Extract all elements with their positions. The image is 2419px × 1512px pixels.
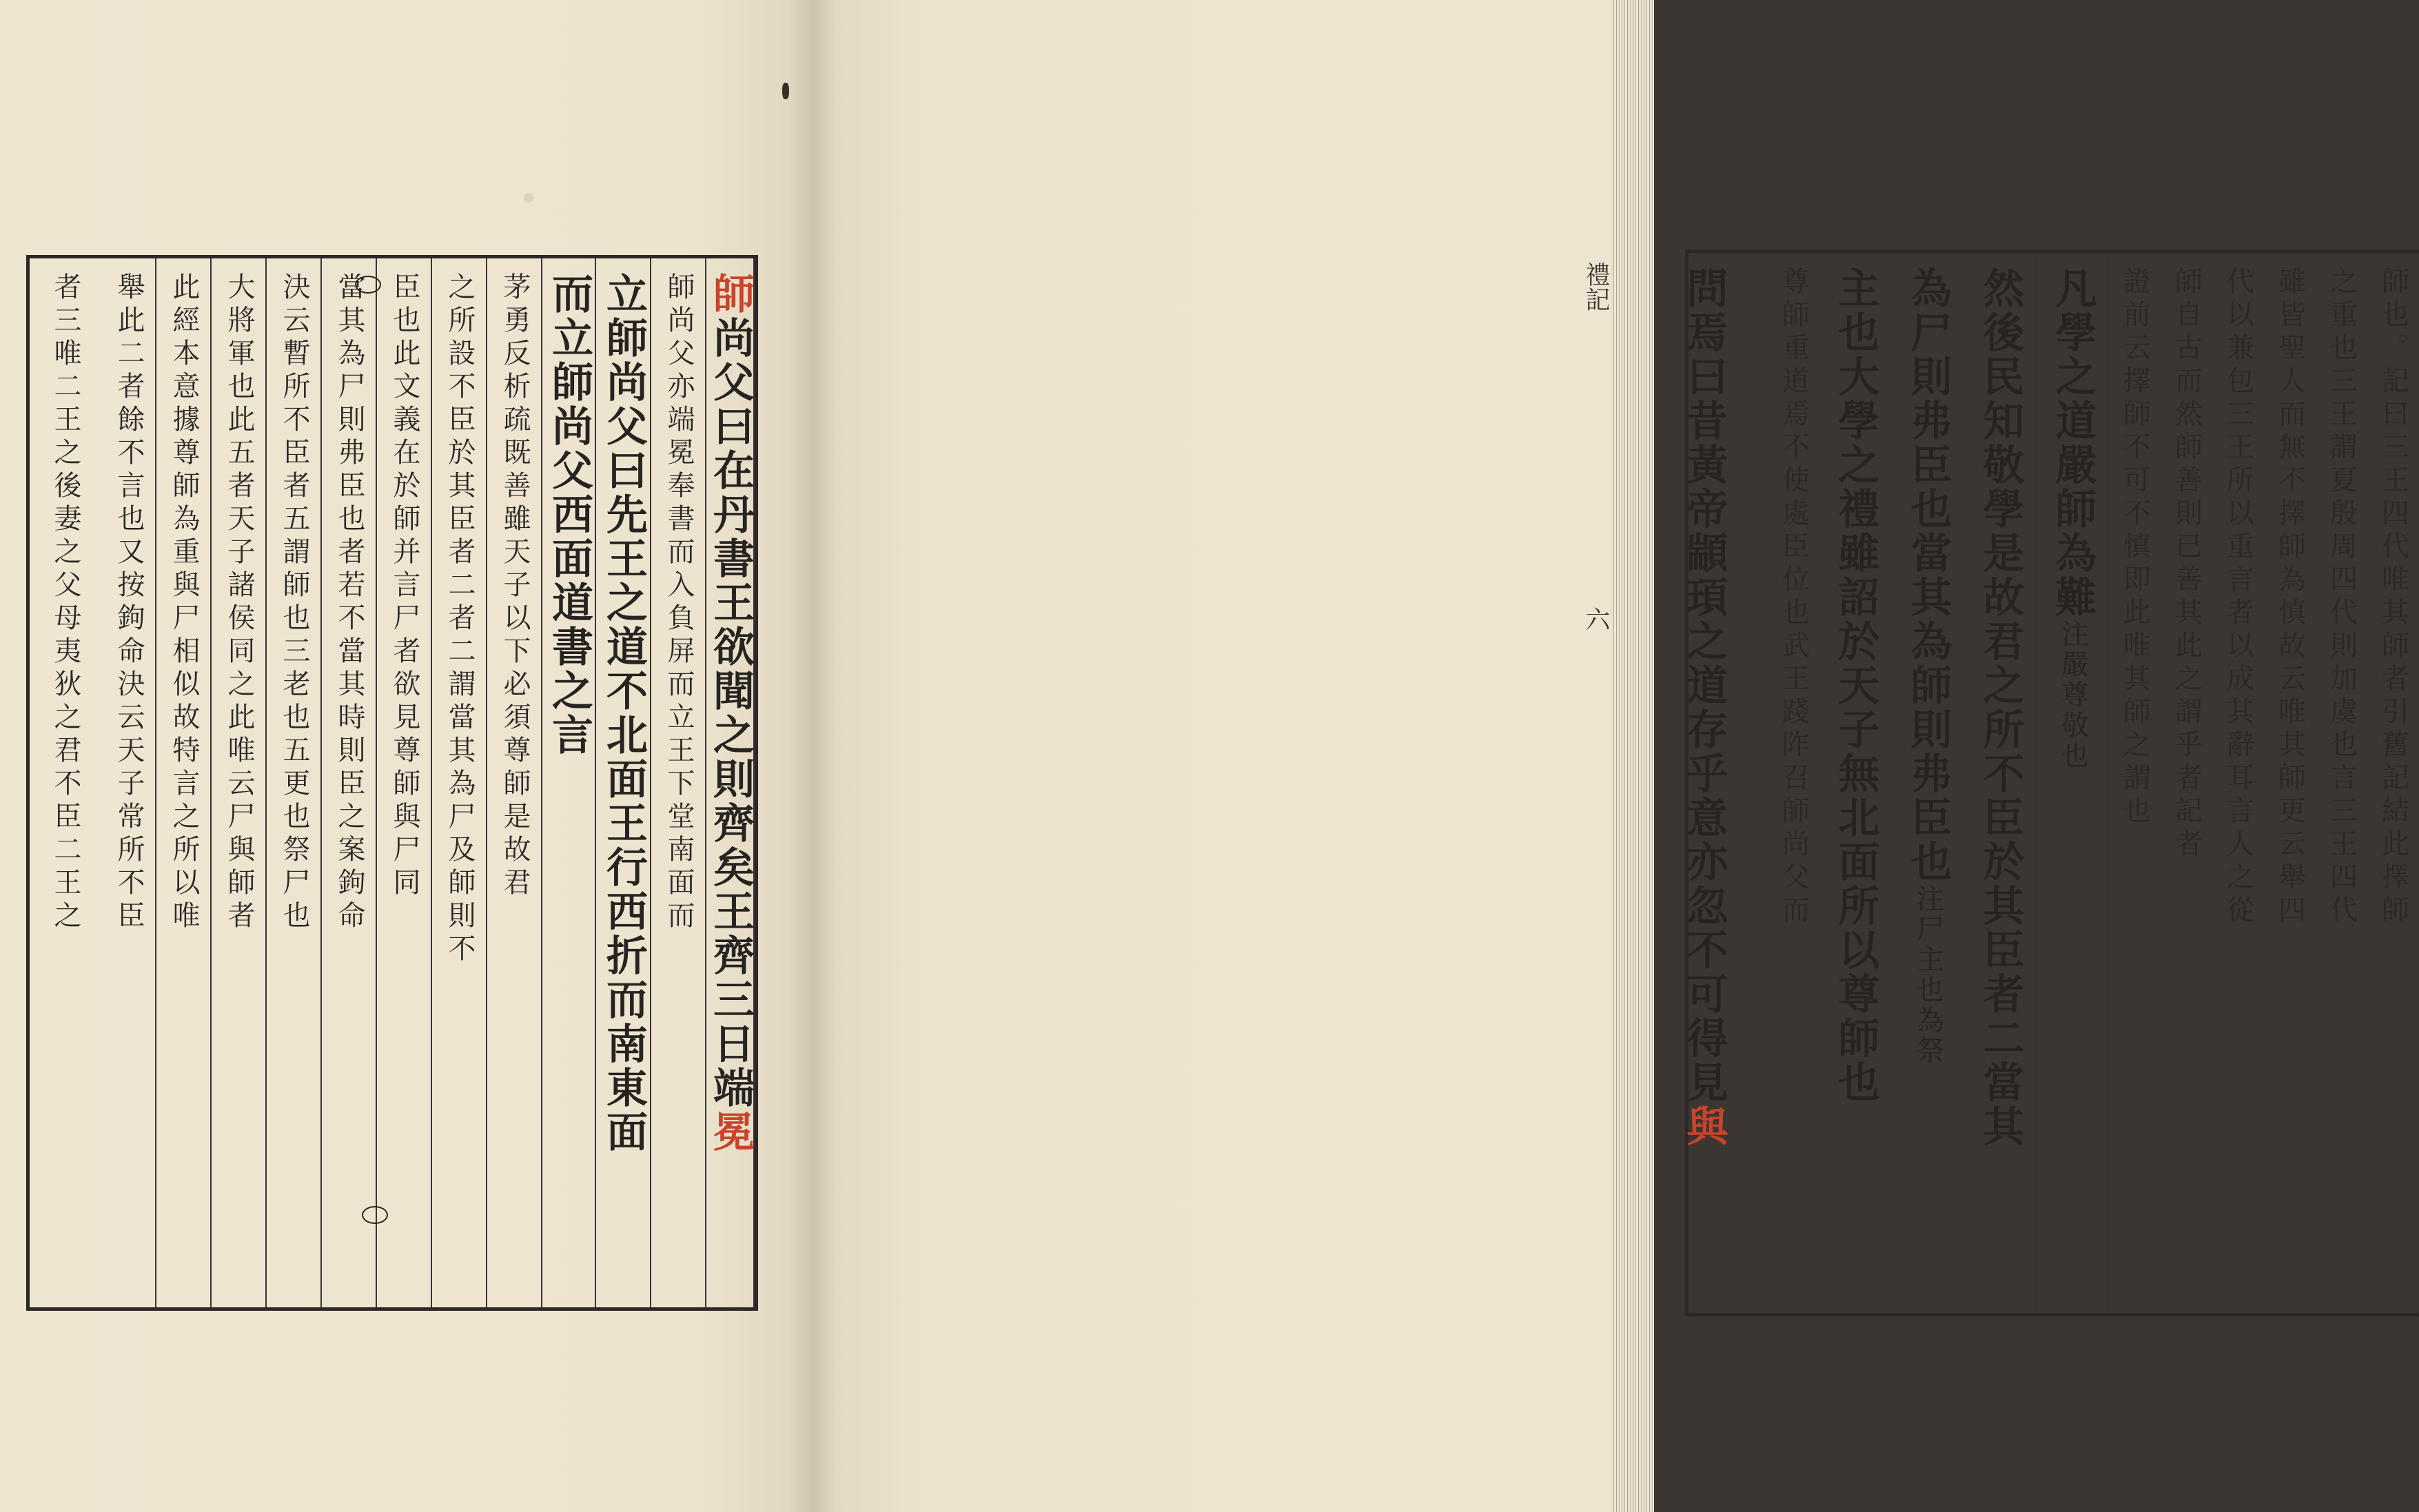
commentary-text-column — [51, 272, 80, 1300]
column-body-text: 凡學之道嚴師為難 — [2048, 267, 2097, 620]
column-text-wrap — [1640, 267, 1768, 1306]
column-body-text: 茅勇反析疏既善雖天子以下必須尊師是故君 — [499, 272, 531, 901]
column-text-wrap — [267, 272, 322, 1300]
column-body-text: 主也大學之禮雖詔於天子無北面所以尊師也 — [1831, 267, 1880, 1105]
commentary-text-column — [2121, 267, 2150, 1306]
column-text-wrap — [2037, 267, 2109, 1306]
column-text-wrap — [1819, 267, 1892, 1306]
column-body-text: 立師尚父曰先王之道不北面王行西折而南東面 — [600, 272, 648, 1154]
left-text-frame — [26, 255, 758, 1311]
column-text-wrap — [322, 272, 377, 1300]
column-text-wrap — [156, 272, 212, 1300]
annotation-circle-mark — [355, 276, 381, 294]
commentary-text-column — [2327, 267, 2356, 1306]
column-text-wrap — [30, 272, 101, 1300]
column-body-text: 者三唯二王之後妻之父母夷狄之君不臣二王之 — [50, 272, 81, 934]
column-text-wrap — [542, 272, 596, 1300]
main-text-column — [706, 272, 755, 1300]
left_page-column — [156, 258, 212, 1307]
main-text-column — [2048, 267, 2097, 1306]
inline-annotation: 注嚴尊敬也 — [2056, 620, 2089, 771]
right_page-column — [1640, 253, 1768, 1313]
commentary-text-column — [280, 272, 309, 1300]
left_page-column — [322, 258, 377, 1307]
right-page — [813, 0, 2409, 1512]
commentary-text-column — [170, 272, 198, 1300]
commentary-text-column — [390, 272, 419, 1300]
column-body-text: 師也。記曰三王四代唯其師者引舊記結此擇師 — [2377, 267, 2409, 928]
right_page-column — [1819, 253, 1892, 1313]
right_page-column — [2109, 253, 2161, 1313]
column-text-wrap — [596, 272, 651, 1300]
left_page-column — [212, 258, 267, 1307]
left_page-column — [651, 258, 706, 1307]
column-body-text: 大將軍也此五者天子諸侯同之此唯云尸與師者 — [223, 272, 255, 934]
red-punctuation-mark: 冕 — [706, 1110, 755, 1154]
column-body-text: 為尸則弗臣也當其為師則弗臣也 — [1903, 267, 1952, 884]
left-page — [0, 0, 813, 1512]
right-text-frame — [1680, 249, 2419, 1316]
right_page-column — [2316, 253, 2367, 1313]
right_page-column — [2161, 253, 2212, 1313]
column-text-wrap — [101, 272, 156, 1300]
column-body-text: 代以兼包三王所以重言者以成其辭耳言人之從 — [2222, 267, 2254, 928]
column-text-wrap — [706, 272, 755, 1300]
main-text-column — [545, 272, 593, 1300]
page-margin-mark: 六 — [1582, 606, 1610, 631]
right_page-column — [1768, 253, 1819, 1313]
column-body-text: 之所設不臣於其臣者二者二謂當其為尸及師則不 — [444, 272, 476, 967]
annotation-circle-mark — [362, 1206, 388, 1224]
column-body-text: 尚父曰在丹書王欲聞之則齊矣王齊三日端 — [706, 316, 755, 1110]
column-body-text: 之重也三王謂夏殷周四代則加虞也言三王四代 — [2325, 267, 2358, 928]
left_page-column — [30, 258, 101, 1307]
right_page-column — [2212, 253, 2264, 1313]
column-text-wrap — [2161, 267, 2212, 1306]
main-text-column — [1680, 267, 1728, 1306]
commentary-text-column — [2224, 267, 2253, 1306]
column-body-text: 而立師尚父西面道書之言 — [545, 272, 593, 757]
column-text-wrap — [2367, 267, 2419, 1306]
left_page-column — [101, 258, 156, 1307]
inline-annotation: 注尸主也為祭 — [1912, 884, 1944, 1066]
main-text-column — [1903, 267, 1952, 1306]
column-body-text: 舉此二者餘不言也又按鉤命決云天子常所不臣 — [113, 272, 145, 934]
column-text-wrap — [651, 272, 706, 1300]
column-text-wrap — [2212, 267, 2264, 1306]
left_page-column — [596, 258, 651, 1307]
right_page-column — [2264, 253, 2316, 1313]
column-text-wrap — [377, 272, 432, 1300]
column-body-text: 證前云擇師不可不慎即此唯其師之謂也 — [2119, 267, 2151, 829]
page-margin-mark: 禮記 — [1582, 262, 1610, 311]
column-body-text: 當其為尸則弗臣也者若不當其時則臣之案鉤命 — [334, 272, 365, 934]
main-text-column — [600, 272, 648, 1300]
column-text-wrap — [2264, 267, 2316, 1306]
column-body-text: 然後民知敬學是故君之所不臣於其臣者二當其 — [1976, 267, 2025, 1149]
commentary-text-column — [114, 272, 143, 1300]
right_page-column — [1892, 253, 1964, 1313]
column-text-wrap — [1892, 267, 1964, 1306]
red-punctuation-mark: 與 — [1680, 1105, 1728, 1149]
commentary-text-column — [2379, 267, 2408, 1306]
column-text-wrap — [1768, 267, 1819, 1306]
main-text-column — [1976, 267, 2025, 1306]
right_page-column — [2037, 253, 2109, 1313]
commentary-text-column — [225, 272, 254, 1300]
commentary-text-column — [1779, 267, 1808, 1306]
page-edges — [1611, 0, 1654, 1512]
commentary-text-column — [335, 272, 364, 1300]
commentary-text-column — [2276, 267, 2305, 1306]
column-body-text: 決云暫所不臣者五謂師也三老也五更也祭尸也 — [278, 272, 310, 934]
column-body-text: 師尚父亦端冕奉書而入負屏而立王下堂南面而 — [663, 272, 695, 934]
commentary-text-column — [664, 272, 693, 1300]
column-text-wrap — [2316, 267, 2367, 1306]
column-text-wrap — [1964, 267, 2037, 1306]
column-body-text: 此經本意據尊師為重與尸相似故特言之所以唯 — [168, 272, 200, 934]
red-punctuation-mark: 師 — [706, 272, 755, 316]
left_page-column — [267, 258, 322, 1307]
commentary-text-column — [2172, 267, 2201, 1306]
column-text-wrap — [212, 272, 267, 1300]
column-body-text: 尊師重道焉不使處臣位也武王踐阼召師尚父而 — [1777, 267, 1810, 928]
main-text-column — [1831, 267, 1880, 1306]
left_page-column — [542, 258, 596, 1307]
right_page-column — [1964, 253, 2037, 1313]
column-body-text: 問焉曰昔黃帝顓頊之道存乎意亦忽不可得見 — [1680, 267, 1728, 1105]
left_page-column — [377, 258, 432, 1307]
column-body-text: 臣也此文義在於師并言尸者欲見尊師與尸同 — [389, 272, 420, 901]
column-body-text: 雖皆聖人而無不擇師為慎故云唯其師更云舉四 — [2274, 267, 2306, 928]
right_page-column — [2367, 253, 2419, 1313]
column-body-text: 師自古而然師善則已善其此之謂乎者記者 — [2170, 267, 2203, 862]
left_page-column — [706, 258, 755, 1307]
column-text-wrap — [2109, 267, 2161, 1306]
